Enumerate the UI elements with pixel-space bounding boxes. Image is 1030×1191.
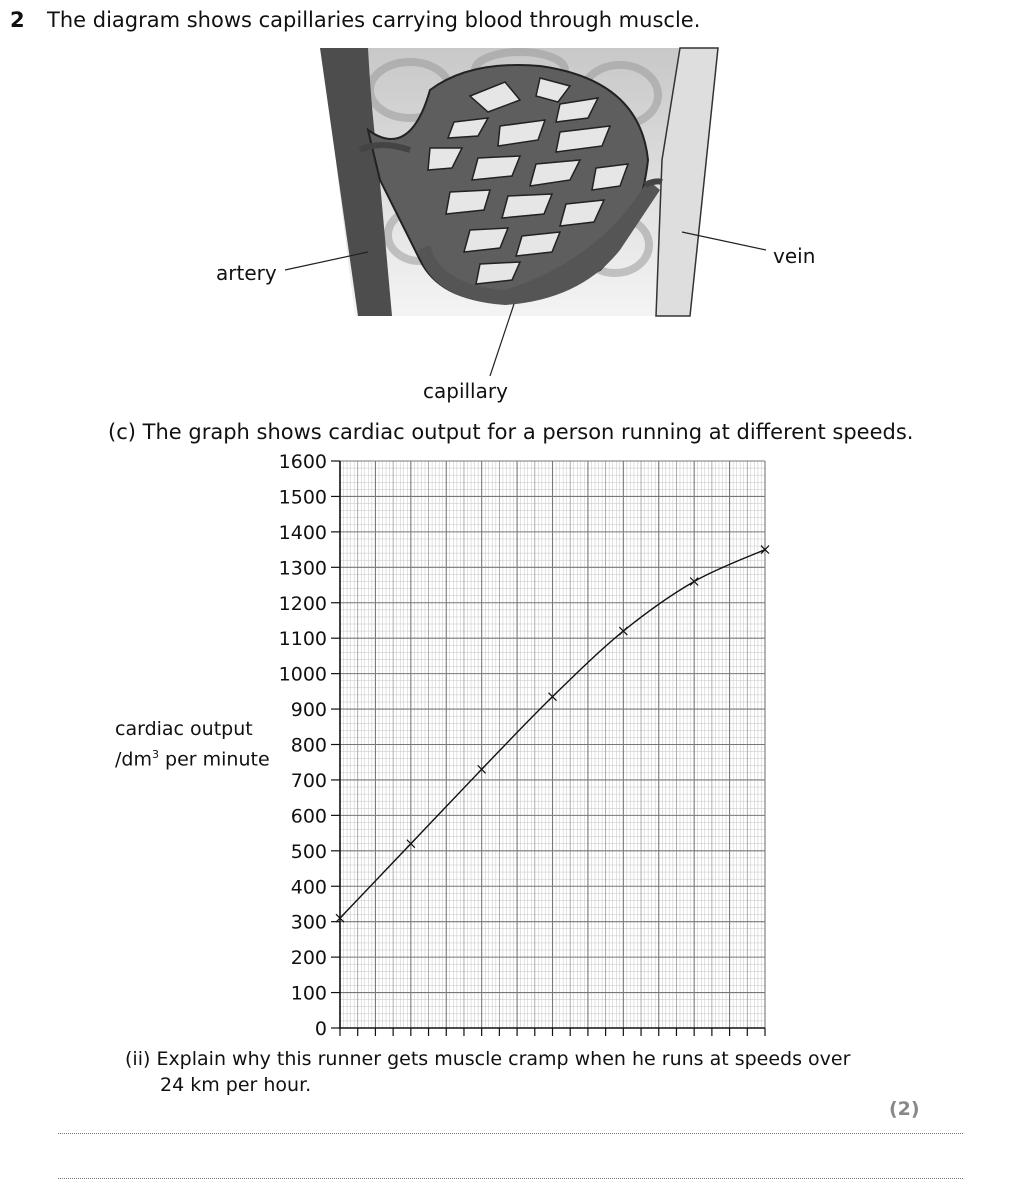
- y-tick-label: 1500: [278, 486, 327, 509]
- y-tick-label: 1000: [278, 663, 327, 686]
- question-number: 2: [10, 8, 25, 32]
- y-tick-label: 0: [314, 1018, 327, 1040]
- y-tick-label: 600: [290, 805, 327, 828]
- vein-label: vein: [773, 244, 816, 268]
- y-tick-label: 400: [290, 876, 327, 899]
- artery-label: artery: [216, 261, 277, 285]
- part-ii-line1: (ii) Explain why this runner gets muscle cramp when he runs at speeds over: [125, 1048, 851, 1070]
- chart-x-ticks: [340, 1028, 765, 1036]
- capillary-label: capillary: [423, 379, 508, 403]
- y-tick-label: 800: [290, 734, 327, 757]
- y-tick-label: 1400: [278, 521, 327, 544]
- part-c-question: The graph shows cardiac output for a person running at different speeds.: [142, 420, 914, 444]
- y-axis-label-line2: $/dm^3$ per minute: [115, 748, 270, 771]
- y-axis-label: [115, 716, 270, 772]
- y-tick-label: 200: [290, 947, 327, 970]
- y-tick-label: 1300: [278, 557, 327, 580]
- y-tick-label: 1600: [278, 451, 327, 473]
- question-intro: The diagram shows capillaries carrying blood through muscle.: [47, 8, 701, 32]
- part-ii-text: [125, 1046, 850, 1098]
- answer-line-2[interactable]: [58, 1178, 963, 1179]
- part-ii-line2: 24 km per hour.: [160, 1074, 312, 1096]
- y-tick-label: 100: [290, 982, 327, 1005]
- y-tick-label: 700: [290, 769, 327, 792]
- y-tick-label: 500: [290, 840, 327, 863]
- y-tick-label: 1200: [278, 592, 327, 615]
- y-tick-label: 300: [290, 911, 327, 934]
- y-tick-label: 1100: [278, 628, 327, 651]
- part-c-label: (c): [108, 420, 136, 444]
- y-axis-label-line1: cardiac output: [115, 718, 253, 740]
- marks-indicator: (2): [889, 1098, 920, 1120]
- y-tick-label: 900: [290, 699, 327, 722]
- answer-line-1[interactable]: [58, 1133, 963, 1134]
- chart-y-ticks: [279, 451, 340, 1040]
